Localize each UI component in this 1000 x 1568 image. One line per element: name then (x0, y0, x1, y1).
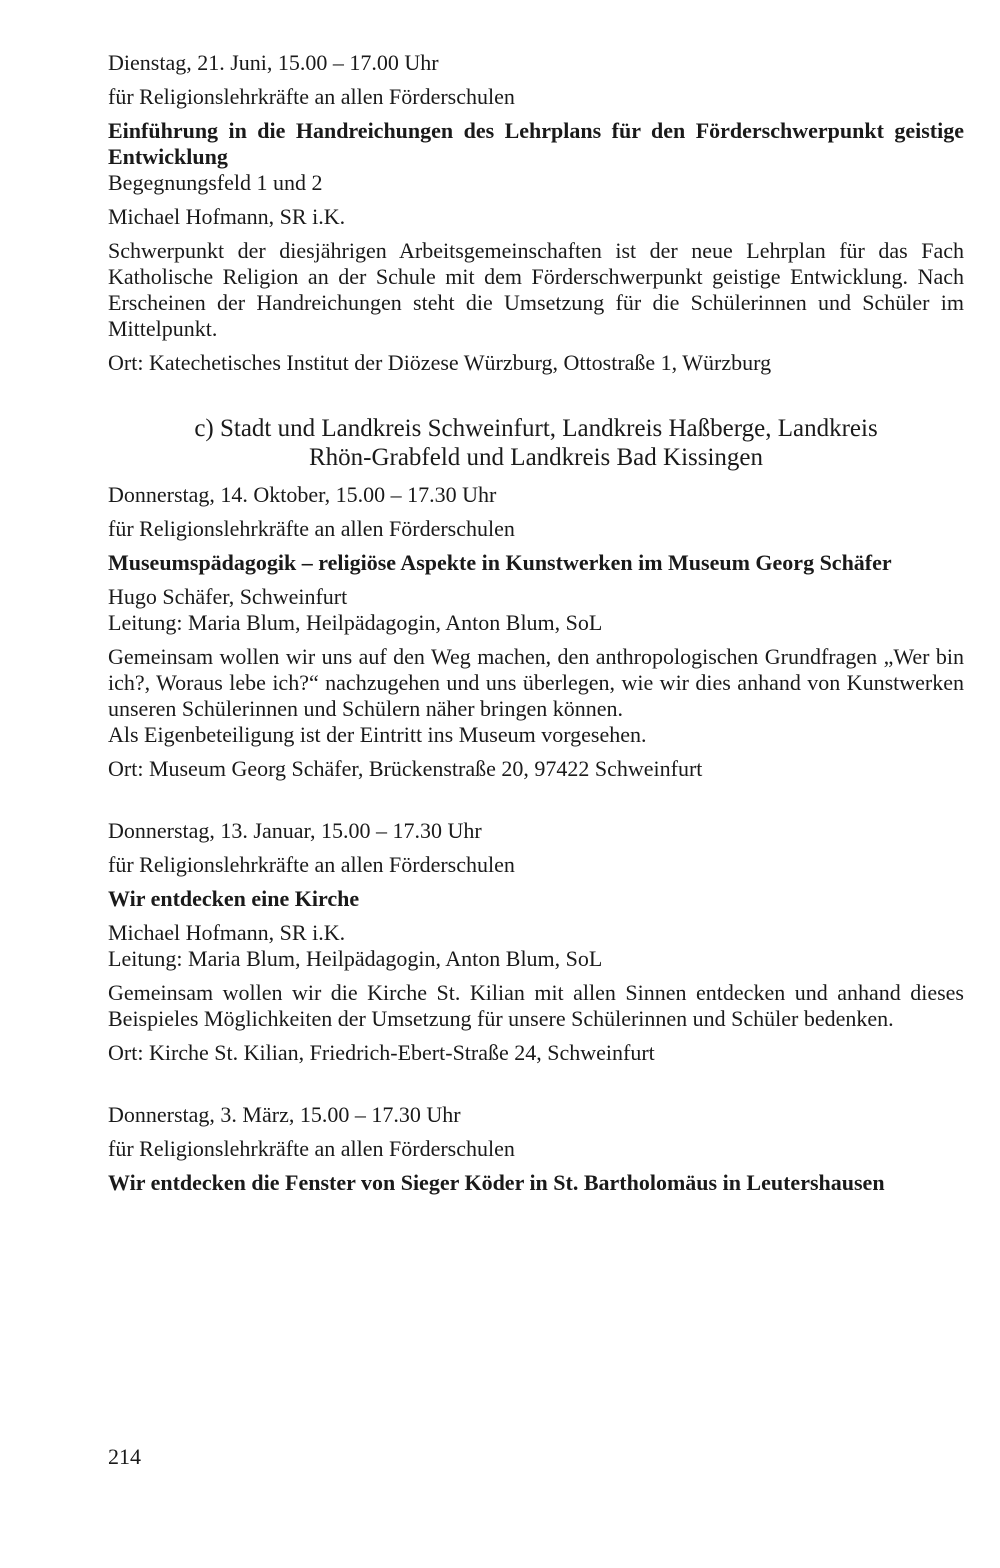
event-title: Einführung in die Handreichungen des Lehrplans für den Förderschwerpunkt geistige Entwicklung (108, 118, 964, 169)
event-date: Donnerstag, 13. Januar, 15.00 – 17.30 Uhr (108, 818, 482, 843)
event-description: Gemeinsam wollen wir die Kirche St. Kilian mit allen Sinnen entdecken und anhand dieses Beispieles Möglichkeiten der Umsetzung für unsere Schülerinnen und Schüler bedenken. (108, 980, 964, 1031)
event-speaker: Michael Hofmann, SR i.K. (108, 920, 346, 945)
event-audience: für Religionslehrkräfte an allen Förderschulen (108, 516, 515, 541)
event-date: Donnerstag, 3. März, 15.00 – 17.30 Uhr (108, 1102, 461, 1127)
section-heading (108, 414, 964, 472)
section-heading-line1: c) Stadt und Landkreis Schweinfurt, Landkreis Haßberge, Landkreis (194, 415, 878, 442)
event-location: Ort: Museum Georg Schäfer, Brückenstraße 20, 97422 Schweinfurt (108, 756, 703, 781)
event-note: Als Eigenbeteiligung ist der Eintritt ins Museum vorgesehen. (108, 722, 647, 747)
event-leitung: Leitung: Maria Blum, Heilpädagogin, Anton Blum, SoL (108, 610, 603, 635)
event-date: Donnerstag, 14. Oktober, 15.00 – 17.30 Uhr (108, 482, 497, 507)
event-subtitle: Begegnungsfeld 1 und 2 (108, 170, 323, 195)
event-block (108, 482, 964, 782)
event-description: Schwerpunkt der diesjährigen Arbeitsgemeinschaften ist der neue Lehrplan für das Fach Katholische Religion an der Schule mit dem Förderschwerpunkt geistige Entwicklung. Nach Erscheinen der Handreichungen steht die Umsetzung für die Schülerinnen und Schüler im Mittelpunkt. (108, 238, 964, 341)
event-title: Wir entdecken die Fenster von Sieger Köder in St. Bartholomäus in Leutershausen (108, 1170, 885, 1195)
event-title: Wir entdecken eine Kirche (108, 886, 360, 911)
event-audience: für Religionslehrkräfte an allen Förderschulen (108, 1136, 515, 1161)
event-block (108, 818, 964, 1066)
document-page (108, 50, 964, 1196)
event-speaker: Hugo Schäfer, Schweinfurt (108, 584, 348, 609)
event-title: Museumspädagogik – religiöse Aspekte in Kunstwerken im Museum Georg Schäfer (108, 550, 892, 575)
event-leitung: Leitung: Maria Blum, Heilpädagogin, Anton Blum, SoL (108, 946, 603, 971)
event-block (108, 1102, 964, 1196)
event-audience: für Religionslehrkräfte an allen Förderschulen (108, 852, 515, 877)
event-location: Ort: Katechetisches Institut der Diözese Würzburg, Ottostraße 1, Würzburg (108, 350, 772, 375)
event-speaker: Michael Hofmann, SR i.K. (108, 204, 346, 229)
event-description: Gemeinsam wollen wir uns auf den Weg machen, den anthropologischen Grundfragen „Wer bin ich?, Woraus lebe ich?“ nachzugehen und uns überlegen, wie wir dies anhand von Kunstwerken unseren Schülerinnen und Schülern näher bringen können. (108, 644, 964, 721)
event-audience: für Religionslehrkräfte an allen Förderschulen (108, 84, 515, 109)
section-heading-line2: Rhön-Grabfeld und Landkreis Bad Kissingen (308, 444, 764, 471)
event-date: Dienstag, 21. Juni, 15.00 – 17.00 Uhr (108, 50, 439, 75)
event-block (108, 50, 964, 376)
page-number: 214 (108, 1444, 141, 1469)
event-location: Ort: Kirche St. Kilian, Friedrich-Ebert-Straße 24, Schweinfurt (108, 1040, 655, 1065)
